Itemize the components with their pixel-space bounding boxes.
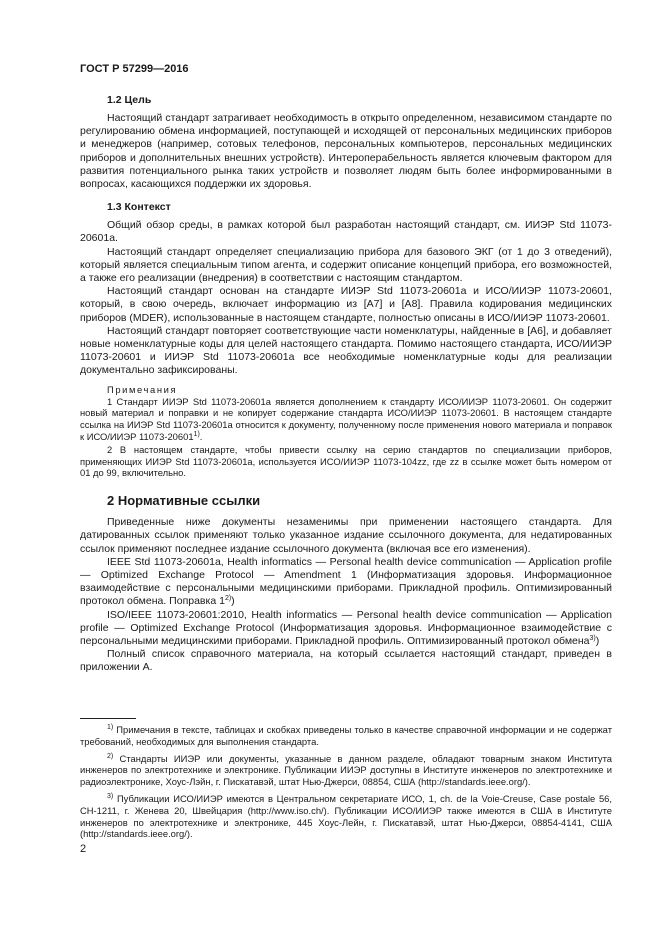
footnote bbox=[80, 724, 612, 748]
note-2: 2 В настоящем стандарте, чтобы привести ссылку на серию стандартов по специализации приборов, применяющих ИИЭР Std 11073-20601a, используется ИСО/ИИЭР 11073-104zz, где zz в ссылке может быть номером от 01 до 99, включительно. bbox=[80, 443, 612, 479]
reference-2-footnote-mark: 3) bbox=[589, 635, 596, 643]
reference-1 bbox=[80, 556, 612, 609]
note-1-text: 1 Стандарт ИИЭР Std 11073-20601a является дополнением к стандарту ИСО/ИИЭР 11073-20601. Он содержит новый материал и поправки и не копирует содержание стандарта ИСО/ИИЭР 11073-20601. В настоящем стандарте ссылка на ИИЭР Std 11073-20601a относится к документу, полученному после применения нового материала и поправок к ИСО/ИИЭР 11073-20601 bbox=[80, 395, 612, 443]
section-1-2-paragraph: Настоящий стандарт затрагивает необходимость в открыто определенном, независимом стандарте по регулированию обмена информацией, поступающей и исходящей от персональных медицинских приборов и менеджеров (например, сотовых телефонов, персональных компьютеров, персональных медицинских приборов и дополнительных внешних устройств). Интероперабельность является ключевым фактором для развития потенциального рынка таких устройств и позволяет людям быть более информированными в вопросах, касающихся поддержки их здоровья. bbox=[80, 112, 612, 191]
reference-2-end: ) bbox=[595, 635, 600, 648]
footnote bbox=[80, 793, 612, 840]
footnote-divider bbox=[80, 718, 136, 719]
reference-2-text: ISO/IEEE 11073-20601:2010, Health informatics — Personal health device communication — Application profile — Optimized Exchange Protocol (Информатизация здоровья. Информационное взаимодействие с персональными медицинскими приборами. Прикладной профиль. Оптимизированный протокол обмена bbox=[80, 608, 612, 648]
reference-1-text: IEEE Std 11073-20601a, Health informatics — Personal health device communication — Application profile — Optimized Exchange Protocol — Amendment 1 (Информатизация здоровья. Информационное взаимодействие с персональными медицинскими приборами. Прикладной профиль. Оптимизированный протокол обмена. Поправка 1 bbox=[80, 555, 612, 608]
footnote bbox=[80, 753, 612, 788]
footnote-text: Примечания в тексте, таблицах и скобках приведены только в качестве справочной информации и не содержат требований, необходимых для выполнения стандарта. bbox=[80, 724, 612, 747]
main-content bbox=[80, 94, 612, 675]
footnote-mark: 2) bbox=[107, 752, 114, 760]
footnotes bbox=[80, 724, 612, 845]
footnote-text: Публикации ИСО/ИИЭР имеются в Центральном секретариате ИСО, 1, ch. de la Voie-Creuse, Case postale 56, CH-1211, г. Женева 20, Швейцария (http://www.iso.ch/). Публикации ИСО/ИИЭР также имеются в США в Институте инженеров по электротехнике и электронике, 445 Хоус-Лейн, г. Пискатавэй, штат Нью-Джерси, 08854-4141, США (http://standards.ieee.org/). bbox=[80, 792, 612, 840]
section-1-3-title: 1.3 Контекст bbox=[107, 201, 171, 214]
notes-title: Примечания bbox=[107, 383, 178, 395]
footnote-mark: 3) bbox=[107, 792, 114, 800]
standard-header: ГОСТ Р 57299—2016 bbox=[80, 63, 189, 75]
reference-1-footnote-mark: 2) bbox=[224, 595, 232, 603]
section-1-2-title: 1.2 Цель bbox=[107, 94, 152, 106]
reference-1-end: ) bbox=[231, 595, 235, 608]
section-2-paragraph-1: Приведенные ниже документы незаменимы при применении настоящего стандарта. Для датированных ссылок применяют только указанное издание ссылочного документа, для недатированных ссылок применяют последнее издание ссылочного документа (включая все его изменения). bbox=[80, 516, 612, 555]
section-1-3-paragraph-1: Общий обзор среды, в рамках которой был разработан настоящий стандарт, см. ИИЭР Std 11073-20601a. bbox=[80, 219, 612, 245]
footnote-mark: 1) bbox=[107, 724, 114, 731]
section-1-3-paragraph-4: Настоящий стандарт повторяет соответствующие части номенклатуры, найденные в [A6], и добавляет новые номенклатурные коды для целей настоящего стандарта. Помимо настоящего стандарта, ИСО/ИИЭР 11073-20601 и ИИЭР Std 11073-20601a все необходимые номенклатурные коды для реализации документально зафиксированы. bbox=[80, 324, 612, 377]
note-1 bbox=[80, 396, 612, 443]
reference-2 bbox=[80, 609, 612, 649]
section-2-title: 2 Нормативные ссылки bbox=[107, 493, 261, 509]
page-number: 2 bbox=[80, 843, 87, 855]
footnote-text: Стандарты ИИЭР или документы, указанные в данном разделе, обладают товарным знаком Института инженеров по электротехнике и электронике. Публикации ИИЭР доступны в Институте инженеров по электротехнике и радиоэлектронике, Хоус-Лэйн, г. Пискатавэй, штат Нью-Джерси, 08854, США (http://standards.ieee.org/). bbox=[80, 752, 612, 788]
section-2-paragraph-2: Полный список справочного материала, на который ссылается настоящий стандарт, приведен в приложении А. bbox=[80, 648, 612, 674]
section-1-3-paragraph-3: Настоящий стандарт основан на стандарте ИИЭР Std 11073-20601a и ИСО/ИИЭР 11073-20601, который, в свою очередь, включает информацию из [A7] и [A8]. Правила кодирования медицинских приборов (MDER), использованные в настоящем стандарте, полностью описаны в ИСО/ИИЭР 11073-20601. bbox=[80, 285, 612, 324]
note-1-end: . bbox=[199, 431, 203, 443]
note-1-footnote-mark: 1) bbox=[193, 431, 200, 439]
section-1-3-paragraph-2: Настоящий стандарт определяет специализацию прибора для базового ЭКГ (от 1 до 3 отведений), который является специальным типом агента, и содержит описание концепций прибора, его возможностей, а также его реализации (внедрения) в соответствии с настоящим стандартом. bbox=[80, 245, 612, 285]
